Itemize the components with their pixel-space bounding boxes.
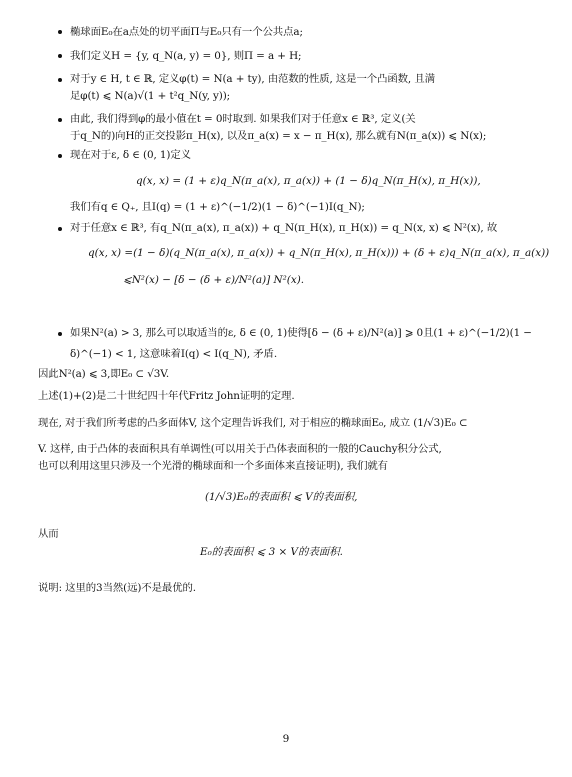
- bullet-3: [58, 78, 62, 82]
- text-line-12: 因此N²(a) ⩽ 3,即E₀ ⊂ √3V.: [38, 368, 170, 380]
- text-line-6: 于q_N的)向H的正交投影π_H(x), 以及π_a(x) = x − π_H(x), 那么就有N(π_a(x)) ⩽ N(x);: [70, 130, 487, 142]
- equation-chain-line-2: ⩽N²(x) − [δ − (δ + ε)/N²(a)] N²(x).: [123, 274, 305, 286]
- text-line-16: 也可以利用这里只涉及一个光滑的椭球面和一个多面体来直接证明), 我们就有: [38, 460, 388, 472]
- text-line-17: 从而: [38, 528, 59, 540]
- bullet-2: [58, 54, 62, 58]
- bullet-6: [58, 227, 62, 231]
- equation-q-definition: q(x, x) = (1 + ε)q_N(π_a(x), π_a(x)) + (1 − δ)q_N(π_H(x), π_H(x)),: [136, 175, 481, 187]
- text-line-14: 现在, 对于我们所考虑的凸多面体V, 这个定理告诉我们, 对于相应的椭球面E₀, 成立 (1/√3)E₀ ⊂: [38, 417, 468, 429]
- equation-area-inequality-2: E₀的表面积 ⩽ 3 × V的表面积.: [200, 546, 343, 558]
- text-line-5: 由此, 我们得到φ的最小值在t = 0时取到. 如果我们对于任意x ∈ ℝ³, 定义(关: [70, 113, 416, 125]
- text-line-1: 椭球面E₀在a点处的切平面Π与E₀只有一个公共点a;: [70, 26, 303, 38]
- text-line-8: 我们有q ∈ Q₊, 且I(q) = (1 + ε)^(−1/2)(1 − δ)^(−1)I(q_N);: [70, 201, 365, 213]
- bullet-1: [58, 30, 62, 34]
- text-line-9: 对于任意x ∈ ℝ³, 有q_N(π_a(x), π_a(x)) + q_N(π_H(x), π_H(x)) = q_N(x, x) ⩽ N²(x), 故: [70, 222, 498, 234]
- text-line-13: 上述(1)+(2)是二十世纪四十年代Fritz John证明的定理.: [38, 390, 295, 402]
- bullet-5: [58, 154, 62, 158]
- text-line-15: V. 这样, 由于凸体的表面积具有单调性(可以用关于凸体表面积的一般的Cauchy积分公式,: [38, 443, 442, 455]
- text-line-2: 我们定义H = {y, q_N(a, y) = 0}, 则Π = a + H;: [70, 50, 302, 62]
- page-number: 9: [282, 733, 290, 745]
- bullet-7: [58, 332, 62, 336]
- text-line-7: 现在对于ε, δ ∈ (0, 1)定义: [70, 149, 191, 161]
- text-line-10: 如果N²(a) > 3, 那么可以取适当的ε, δ ∈ (0, 1)使得[δ − (δ + ε)/N²(a)] ⩾ 0且(1 + ε)^(−1/2)(1 −: [70, 327, 532, 339]
- text-line-11: δ)^(−1) < 1, 这意味着I(q) < I(q_N), 矛盾.: [70, 348, 278, 360]
- bullet-4: [58, 118, 62, 122]
- equation-chain-line-1: q(x, x) =(1 − δ)(q_N(π_a(x), π_a(x)) + q_N(π_H(x), π_H(x))) + (δ + ε)q_N(π_a(x), π_a(x)): [88, 247, 550, 259]
- text-line-3: 对于y ∈ H, t ∈ ℝ, 定义φ(t) = N(a + ty), 由范数的性质, 这是一个凸函数, 且满: [70, 73, 435, 85]
- text-line-4: 足φ(t) ⩽ N(a)√(1 + t²q_N(y, y));: [70, 90, 231, 102]
- equation-area-inequality-1: (1/√3)E₀的表面积 ⩽ V的表面积,: [205, 491, 358, 503]
- text-line-18: 说明: 这里的3当然(远)不是最优的.: [38, 582, 197, 594]
